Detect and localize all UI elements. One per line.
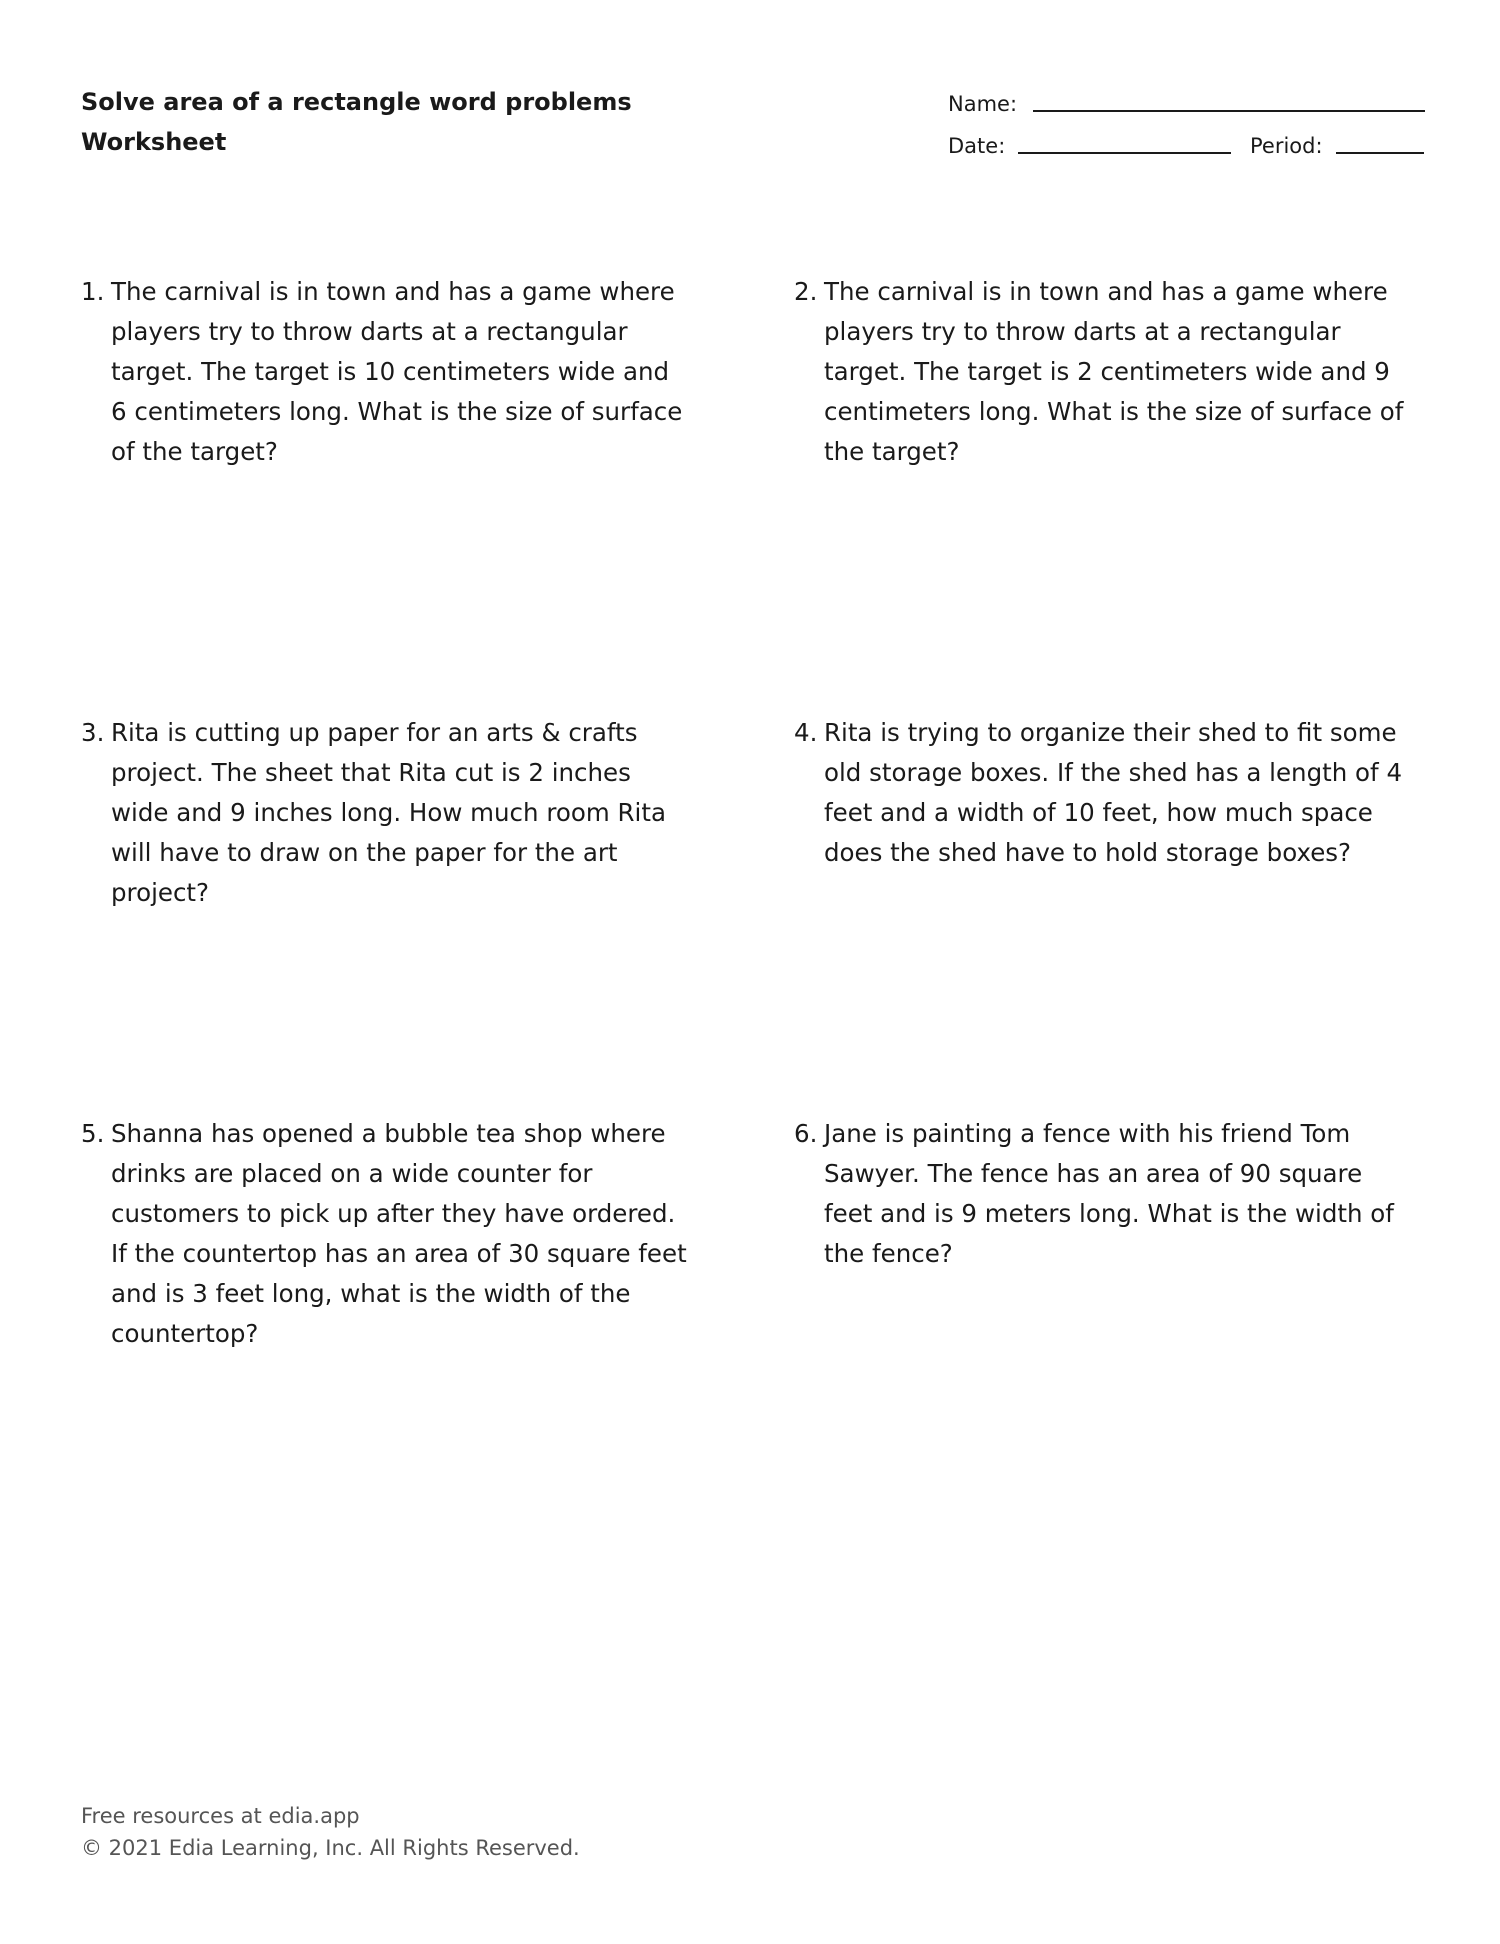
name-label: Name:	[948, 92, 1018, 116]
date-label: Date:	[948, 134, 1006, 158]
footer-copyright: © 2021 Edia Learning, Inc. All Rights Reserved.	[81, 1836, 580, 1860]
problem-number: 5.	[81, 1119, 105, 1148]
footer-resources: Free resources at edia.app	[81, 1804, 360, 1828]
period-label: Period:	[1250, 134, 1323, 158]
worksheet-title	[81, 82, 632, 162]
problem-2	[794, 272, 1404, 472]
problem-number: 1.	[81, 277, 105, 306]
problem-number: 3.	[81, 718, 105, 747]
problem-text: Shanna has opened a bubble tea shop where drinks are placed on a wide counter for customers to pick up after they have ordered. If the countertop has an area of 30 square feet and is 3 feet long, what is the width of the countertop?	[111, 1119, 687, 1348]
problem-5	[81, 1114, 691, 1354]
problem-text: Jane is painting a fence with his friend Tom Sawyer. The fence has an area of 90 square feet and is 9 meters long. What is the width of the fence?	[824, 1119, 1394, 1268]
problem-number: 4.	[794, 718, 818, 747]
problem-text: Rita is cutting up paper for an arts & crafts project. The sheet that Rita cut is 2 inches wide and 9 inches long. How much room Rita will have to draw on the paper for the art project?	[111, 718, 666, 907]
name-field-line[interactable]	[1033, 110, 1425, 112]
problem-text: Rita is trying to organize their shed to fit some old storage boxes. If the shed has a length of 4 feet and a width of 10 feet, how much space does the shed have to hold storage boxes?	[824, 718, 1403, 867]
problem-4	[794, 713, 1404, 873]
problem-number: 6.	[794, 1119, 818, 1148]
period-field-line[interactable]	[1336, 152, 1424, 154]
problem-3	[81, 713, 691, 913]
problem-6	[794, 1114, 1404, 1274]
date-field-line[interactable]	[1018, 152, 1231, 154]
problem-text: The carnival is in town and has a game where players try to throw darts at a rectangular target. The target is 2 centimeters wide and 9 centimeters long. What is the size of surface of the target?	[824, 277, 1404, 466]
title-line-1: Solve area of a rectangle word problems	[81, 88, 632, 116]
footer	[81, 1800, 580, 1864]
problem-1	[81, 272, 691, 472]
title-line-2: Worksheet	[81, 128, 227, 156]
problem-text: The carnival is in town and has a game where players try to throw darts at a rectangular target. The target is 10 centimeters wide and 6 centimeters long. What is the size of surface of the target?	[111, 277, 683, 466]
problem-number: 2.	[794, 277, 818, 306]
